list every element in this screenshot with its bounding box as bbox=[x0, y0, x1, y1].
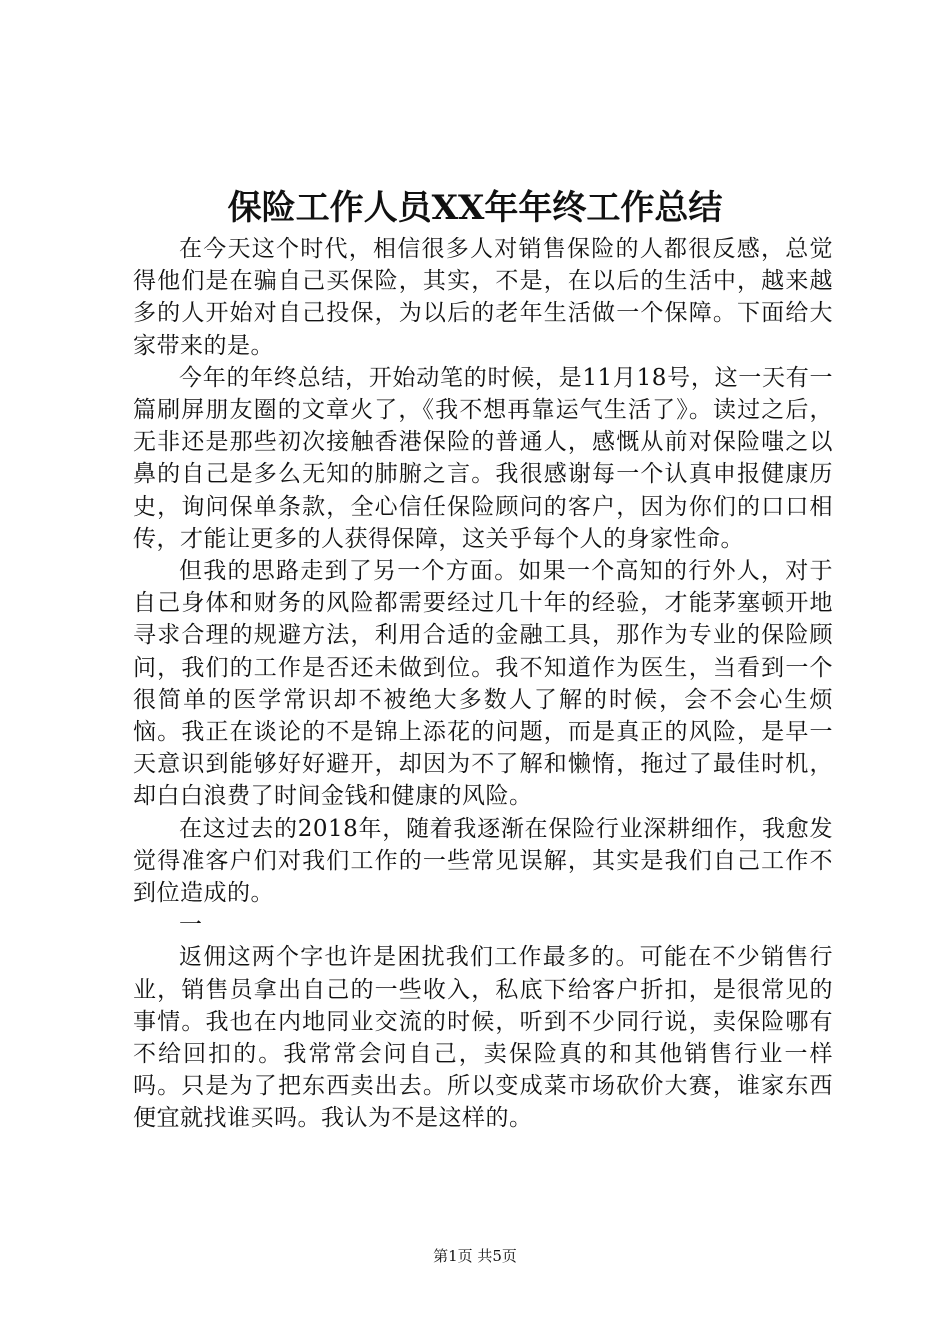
document-title: 保险工作人员XX年年终工作总结 bbox=[227, 188, 723, 228]
paragraph-2: 今年的年终总结，开始动笔的时候，是11月18号，这一天有一篇刷屏朋友圈的文章火了，《我不想再靠运气生活了》。读过之后，无非还是那些初次接触香港保险的普通人，感慨从前对保险嗤之以鼻的自己是多么无知的肺腑之言。我很感谢每一个认真申报健康历史，询问保单条款，全心信任保险顾问的客户，因为你们的口口相传，才能让更多的人获得保障，这关乎每个人的身家性命。 bbox=[133, 364, 833, 552]
paragraph-3: 但我的思路走到了另一个方面。如果一个高知的行外人，对于自己身体和财务的风险都需要经过几十年的经验，才能茅塞顿开地寻求合理的规避方法，利用合适的金融工具，那作为专业的保险顾问，我们的工作是否还未做到位。我不知道作为医生，当看到一个很简单的医学常识却不被绝大多数人了解的时候，会不会心生烦恼。我正在谈论的不是锦上添花的问题，而是真正的风险，是早一天意识到能够好好避开，却因为不了解和懒惰，拖过了最佳时机，却白白浪费了时间金钱和健康的风险。 bbox=[133, 558, 833, 810]
document-body bbox=[133, 233, 833, 1135]
section-marker: 一 bbox=[179, 912, 203, 939]
paragraph-4: 在这过去的2018年，随着我逐渐在保险行业深耕细作，我愈发觉得准客户们对我们工作的一些常见误解，其实是我们自己工作不到位造成的。 bbox=[133, 815, 833, 907]
page-number-footer: 第1页 共5页 bbox=[433, 1247, 517, 1265]
paragraph-1: 在今天这个时代，相信很多人对销售保险的人都很反感，总觉得他们是在骗自己买保险，其实，不是，在以后的生活中，越来越多的人开始对自己投保，为以后的老年生活做一个保障。下面给大家带来的是。 bbox=[133, 236, 833, 359]
paragraph-5: 返佣这两个字也许是困扰我们工作最多的。可能在不少销售行业，销售员拿出自己的一些收入，私底下给客户折扣，是很常见的事情。我也在内地同业交流的时候，听到不少同行说，卖保险哪有不给回扣的。我常常会问自己，卖保险真的和其他销售行业一样吗。只是为了把东西卖出去。所以变成菜市场砍价大赛，谁家东西便宜就找谁买吗。我认为不是这样的。 bbox=[133, 944, 833, 1132]
